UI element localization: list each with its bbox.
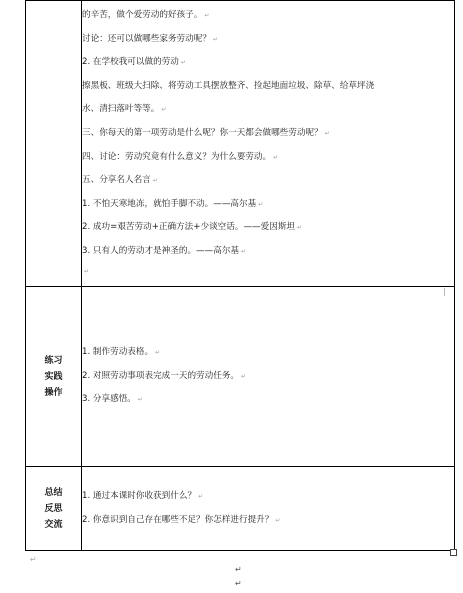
paragraph: 擦黑板、班级大扫除、将劳动工具摆放整齐、捡起地面垃圾、除草、给草坪浇 <box>82 80 375 91</box>
paragraph: 1. 制作劳动表格。 ↵ <box>82 347 161 358</box>
paragraph: 水、清扫落叶等等。 ↵ <box>82 104 167 115</box>
row-label-line: 实践 <box>44 371 63 382</box>
row-label-cell-empty <box>26 1 82 287</box>
paragraph: 三、你每天的第一项劳动是什么呢？你一天都会做哪些劳动呢？ ↵ <box>82 127 330 138</box>
paragraph-empty: ↵ <box>84 267 90 275</box>
row-label-cell-summary <box>26 467 82 551</box>
table-resize-handle[interactable] <box>450 549 457 556</box>
table-row <box>26 467 455 551</box>
paragraph: 2. 在学校我可以做的劳动 ↵ <box>82 57 186 68</box>
paragraph: 讨论：还可以做哪些家务劳动呢？ ↵ <box>82 33 218 44</box>
table-row <box>26 1 455 287</box>
row-label-line: 总结 <box>44 487 63 498</box>
paragraph: 3. 分享感悟。 ↵ <box>82 394 143 405</box>
paragraph: 2. 对照劳动事项表完成一天的劳动任务。 ↵ <box>82 370 247 381</box>
paragraph: 1. 通过本课时你收获到什么？ ↵ <box>82 490 204 501</box>
row-label-line: 反思 <box>44 503 63 514</box>
paragraph: 四、讨论：劳动究竟有什么意义？为什么要劳动。 ↵ <box>82 151 279 162</box>
paragraph: 1. 不怕天寒地冻，就怕手脚不动。——高尔基 ↵ <box>82 198 264 209</box>
paragraph-mark-icon: ↵ <box>235 579 242 588</box>
paragraph-mark-icon: ↵ <box>30 555 37 564</box>
paragraph: 2. 成功=艰苦劳动+正确方法+少谈空话。——爱因斯坦 ↵ <box>82 222 303 233</box>
row-content-activities <box>82 1 455 287</box>
row-label-line: 操作 <box>44 387 63 398</box>
paragraph: 五、分享名人名言 ↵ <box>82 175 158 186</box>
lesson-plan-table <box>25 0 455 551</box>
row-content-summary <box>82 467 455 551</box>
row-label-line: 交流 <box>44 519 63 530</box>
paragraph-mark-icon: ↵ <box>235 565 242 574</box>
paragraph: 3. 只有人的劳动才是神圣的。——高尔基 ↵ <box>82 245 247 256</box>
row-label-line: 练习 <box>44 355 63 366</box>
paragraph: 的辛苦，做个爱劳动的好孩子。 ↵ <box>82 10 210 20</box>
table-row <box>26 287 455 467</box>
row-label-cell-practice <box>26 287 82 467</box>
paragraph: 2. 你意识到自己存在哪些不足？你怎样进行提升？ ↵ <box>82 514 281 525</box>
row-content-practice <box>82 287 455 467</box>
